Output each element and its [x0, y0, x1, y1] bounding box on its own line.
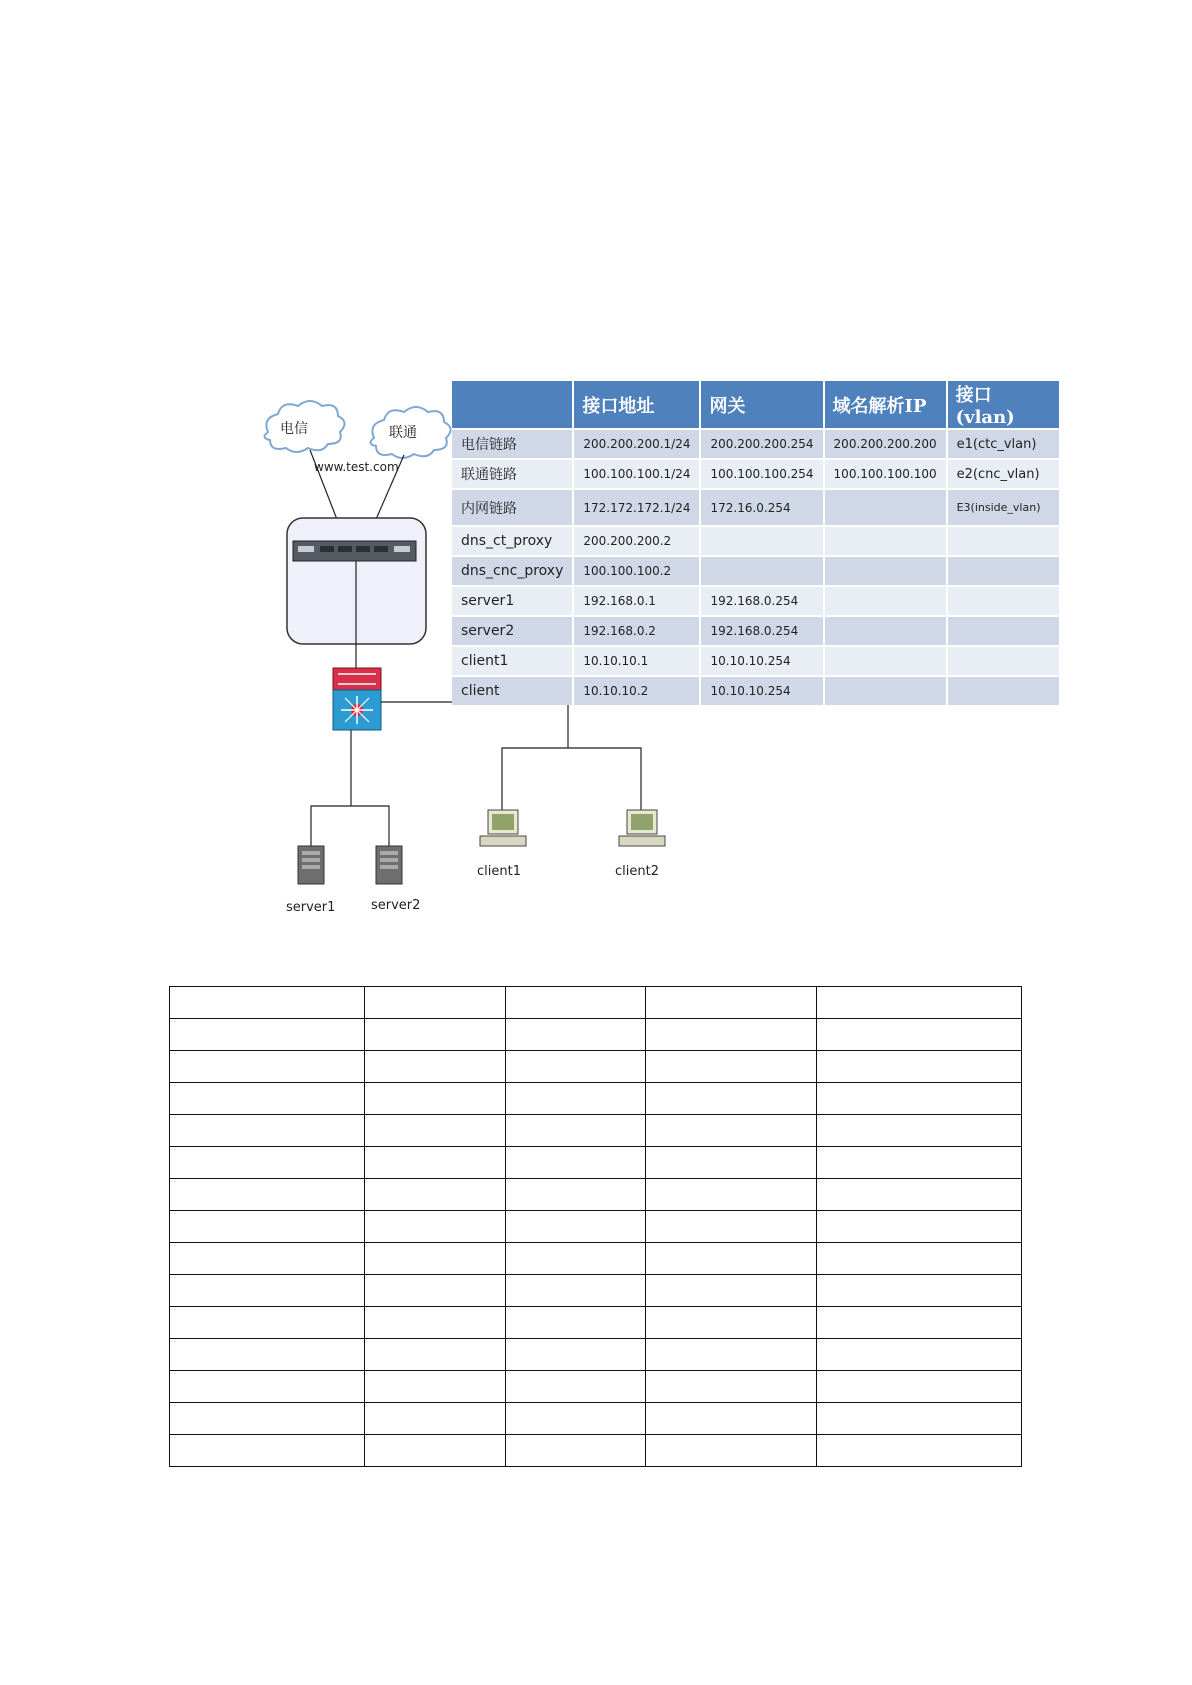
interface-vlan-cell: e2(cnc_vlan)	[948, 460, 1059, 488]
table-row	[452, 557, 1059, 585]
empty-grid-row	[170, 1147, 1022, 1179]
empty-grid-cell	[364, 1339, 505, 1371]
interface-vlan-cell	[948, 647, 1059, 675]
empty-grid-cell	[364, 1275, 505, 1307]
empty-grid-row	[170, 1115, 1022, 1147]
interface-address-cell: 100.100.100.2	[574, 557, 699, 585]
client2-label: client2	[615, 864, 659, 879]
empty-grid-cell	[505, 1211, 646, 1243]
empty-grid-cell	[170, 1083, 365, 1115]
empty-grid-cell	[364, 1019, 505, 1051]
table-row	[452, 430, 1059, 458]
telecom-cloud-label: 电信	[280, 421, 308, 437]
interface-vlan-cell	[948, 677, 1059, 705]
client1-label: client1	[477, 864, 521, 879]
empty-grid-cell	[505, 1371, 646, 1403]
empty-grid-cell	[817, 1115, 1022, 1147]
empty-grid-cell	[646, 987, 817, 1019]
empty-grid-cell	[170, 1019, 365, 1051]
dns-ip-cell	[825, 557, 946, 585]
interface-address-cell: 192.168.0.1	[574, 587, 699, 615]
empty-grid-cell	[505, 1403, 646, 1435]
empty-grid-cell	[646, 1147, 817, 1179]
row-label: 电信链路	[452, 430, 572, 458]
dns-ip-cell	[825, 677, 946, 705]
gateway-cell: 192.168.0.254	[701, 587, 822, 615]
table-row	[452, 677, 1059, 705]
switch-to-clients-line	[381, 702, 568, 748]
row-label: dns_ct_proxy	[452, 527, 572, 555]
interface-vlan-cell: E3(inside_vlan)	[948, 490, 1059, 525]
interface-address-cell: 10.10.10.2	[574, 677, 699, 705]
gateway-cell: 192.168.0.254	[701, 617, 822, 645]
empty-grid-cell	[505, 1019, 646, 1051]
empty-grid-cell	[817, 1403, 1022, 1435]
gateway-cell	[701, 527, 822, 555]
gateway-cell: 10.10.10.254	[701, 677, 822, 705]
empty-grid-cell	[646, 1083, 817, 1115]
empty-grid-cell	[505, 1083, 646, 1115]
interface-address-cell: 192.168.0.2	[574, 617, 699, 645]
interface-address-cell: 100.100.100.1/24	[574, 460, 699, 488]
empty-grid-cell	[646, 1339, 817, 1371]
table-row	[452, 460, 1059, 488]
empty-grid-row	[170, 1211, 1022, 1243]
empty-grid-cell	[646, 1243, 817, 1275]
gateway-cell: 200.200.200.254	[701, 430, 822, 458]
empty-grid-cell	[364, 1179, 505, 1211]
empty-grid-cell	[364, 1083, 505, 1115]
empty-grid-row	[170, 1083, 1022, 1115]
header-cell-interface-vlan: 接口(vlan)	[948, 381, 1059, 428]
empty-grid-cell	[505, 1275, 646, 1307]
empty-grid-cell	[170, 1243, 365, 1275]
client1-icon	[480, 810, 526, 846]
empty-grid-cell	[170, 1147, 365, 1179]
server2-icon	[376, 846, 402, 884]
empty-grid-cell	[505, 1435, 646, 1467]
row-label: 联通链路	[452, 460, 572, 488]
unicom-cloud-label: 联通	[389, 425, 417, 441]
dns-ip-cell	[825, 587, 946, 615]
empty-grid-row	[170, 987, 1022, 1019]
empty-grid-cell	[364, 1371, 505, 1403]
server1-icon	[298, 846, 324, 884]
empty-grid-table	[169, 986, 1022, 1467]
server1-label: server1	[286, 900, 336, 915]
empty-grid-cell	[170, 1435, 365, 1467]
empty-grid-cell	[817, 1435, 1022, 1467]
dns-ip-cell	[825, 527, 946, 555]
empty-grid-cell	[817, 1307, 1022, 1339]
header-cell-dns-ip: 域名解析IP	[825, 381, 946, 428]
empty-grid-cell	[170, 1275, 365, 1307]
empty-grid-cell	[364, 1307, 505, 1339]
empty-grid-row	[170, 1051, 1022, 1083]
interface-vlan-cell	[948, 617, 1059, 645]
empty-grid-cell	[646, 1179, 817, 1211]
gateway-cell: 100.100.100.254	[701, 460, 822, 488]
dns-ip-cell	[825, 490, 946, 525]
empty-grid-cell	[364, 1051, 505, 1083]
empty-grid-row	[170, 1275, 1022, 1307]
empty-grid-cell	[646, 1211, 817, 1243]
empty-grid-cell	[170, 1371, 365, 1403]
empty-grid-cell	[646, 1019, 817, 1051]
interface-vlan-cell	[948, 587, 1059, 615]
empty-grid-cell	[505, 1179, 646, 1211]
interface-vlan-cell: e1(ctc_vlan)	[948, 430, 1059, 458]
empty-grid-cell	[505, 1339, 646, 1371]
empty-grid-cell	[505, 1115, 646, 1147]
empty-grid-cell	[646, 1435, 817, 1467]
empty-grid-cell	[817, 1339, 1022, 1371]
empty-grid-cell	[817, 1371, 1022, 1403]
empty-grid-row	[170, 1403, 1022, 1435]
table-row	[452, 527, 1059, 555]
dns-ip-cell	[825, 647, 946, 675]
empty-grid-cell	[646, 1051, 817, 1083]
empty-grid-cell	[170, 1051, 365, 1083]
empty-grid-cell	[817, 1211, 1022, 1243]
dns-ip-cell	[825, 617, 946, 645]
interface-address-cell: 172.172.172.1/24	[574, 490, 699, 525]
empty-grid-row	[170, 1307, 1022, 1339]
empty-grid-cell	[505, 1307, 646, 1339]
empty-grid-cell	[170, 1179, 365, 1211]
empty-grid-cell	[170, 1307, 365, 1339]
empty-grid-cell	[817, 1051, 1022, 1083]
empty-grid-cell	[646, 1371, 817, 1403]
table-row	[452, 617, 1059, 645]
interface-address-cell: 200.200.200.1/24	[574, 430, 699, 458]
empty-grid-cell	[170, 987, 365, 1019]
row-label: 内网链路	[452, 490, 572, 525]
empty-grid-row	[170, 1019, 1022, 1051]
gateway-cell	[701, 557, 822, 585]
empty-grid-row	[170, 1371, 1022, 1403]
dns-ip-cell: 100.100.100.100	[825, 460, 946, 488]
empty-grid-row	[170, 1179, 1022, 1211]
client2-icon	[619, 810, 665, 846]
empty-grid-cell	[817, 1243, 1022, 1275]
empty-grid-cell	[170, 1115, 365, 1147]
empty-grid-cell	[505, 1147, 646, 1179]
empty-grid-cell	[646, 1403, 817, 1435]
gateway-cell: 10.10.10.254	[701, 647, 822, 675]
empty-grid-cell	[364, 1403, 505, 1435]
header-cell-interface-address: 接口地址	[574, 381, 699, 428]
empty-grid-cell	[505, 987, 646, 1019]
empty-grid-cell	[170, 1403, 365, 1435]
empty-grid-cell	[364, 1115, 505, 1147]
table-row	[452, 647, 1059, 675]
empty-grid-cell	[170, 1211, 365, 1243]
table-row	[452, 490, 1059, 525]
empty-grid-cell	[817, 1083, 1022, 1115]
empty-grid-cell	[817, 1147, 1022, 1179]
empty-grid-row	[170, 1339, 1022, 1371]
empty-grid-cell	[817, 1275, 1022, 1307]
row-label: server1	[452, 587, 572, 615]
row-label: client	[452, 677, 572, 705]
ip-address-table	[450, 379, 1061, 707]
empty-grid-cell	[505, 1243, 646, 1275]
empty-grid-row	[170, 1243, 1022, 1275]
empty-grid-cell	[505, 1051, 646, 1083]
empty-grid-cell	[646, 1275, 817, 1307]
empty-grid-cell	[170, 1339, 365, 1371]
header-cell-gateway: 网关	[701, 381, 822, 428]
row-label: client1	[452, 647, 572, 675]
table-header-row	[452, 381, 1059, 428]
gateway-cell: 172.16.0.254	[701, 490, 822, 525]
core-switch-icon	[333, 668, 381, 730]
domain-label: www.test.com	[314, 460, 399, 474]
servers-branch-line	[311, 806, 389, 846]
dns-ip-cell: 200.200.200.200	[825, 430, 946, 458]
row-label: dns_cnc_proxy	[452, 557, 572, 585]
interface-address-cell: 10.10.10.1	[574, 647, 699, 675]
empty-grid-cell	[364, 987, 505, 1019]
gateway-device-icon	[293, 541, 416, 561]
empty-grid-cell	[817, 1179, 1022, 1211]
empty-grid-cell	[646, 1115, 817, 1147]
interface-vlan-cell	[948, 527, 1059, 555]
empty-grid-cell	[364, 1243, 505, 1275]
header-cell-blank	[452, 381, 572, 428]
server2-label: server2	[371, 898, 421, 913]
empty-grid-cell	[364, 1435, 505, 1467]
empty-grid-cell	[817, 987, 1022, 1019]
interface-vlan-cell	[948, 557, 1059, 585]
interface-address-cell: 200.200.200.2	[574, 527, 699, 555]
empty-grid-cell	[364, 1211, 505, 1243]
table-row	[452, 587, 1059, 615]
empty-grid-cell	[646, 1307, 817, 1339]
empty-grid-row	[170, 1435, 1022, 1467]
row-label: server2	[452, 617, 572, 645]
clients-branch-line	[502, 748, 641, 810]
empty-grid-cell	[364, 1147, 505, 1179]
empty-grid-cell	[817, 1019, 1022, 1051]
